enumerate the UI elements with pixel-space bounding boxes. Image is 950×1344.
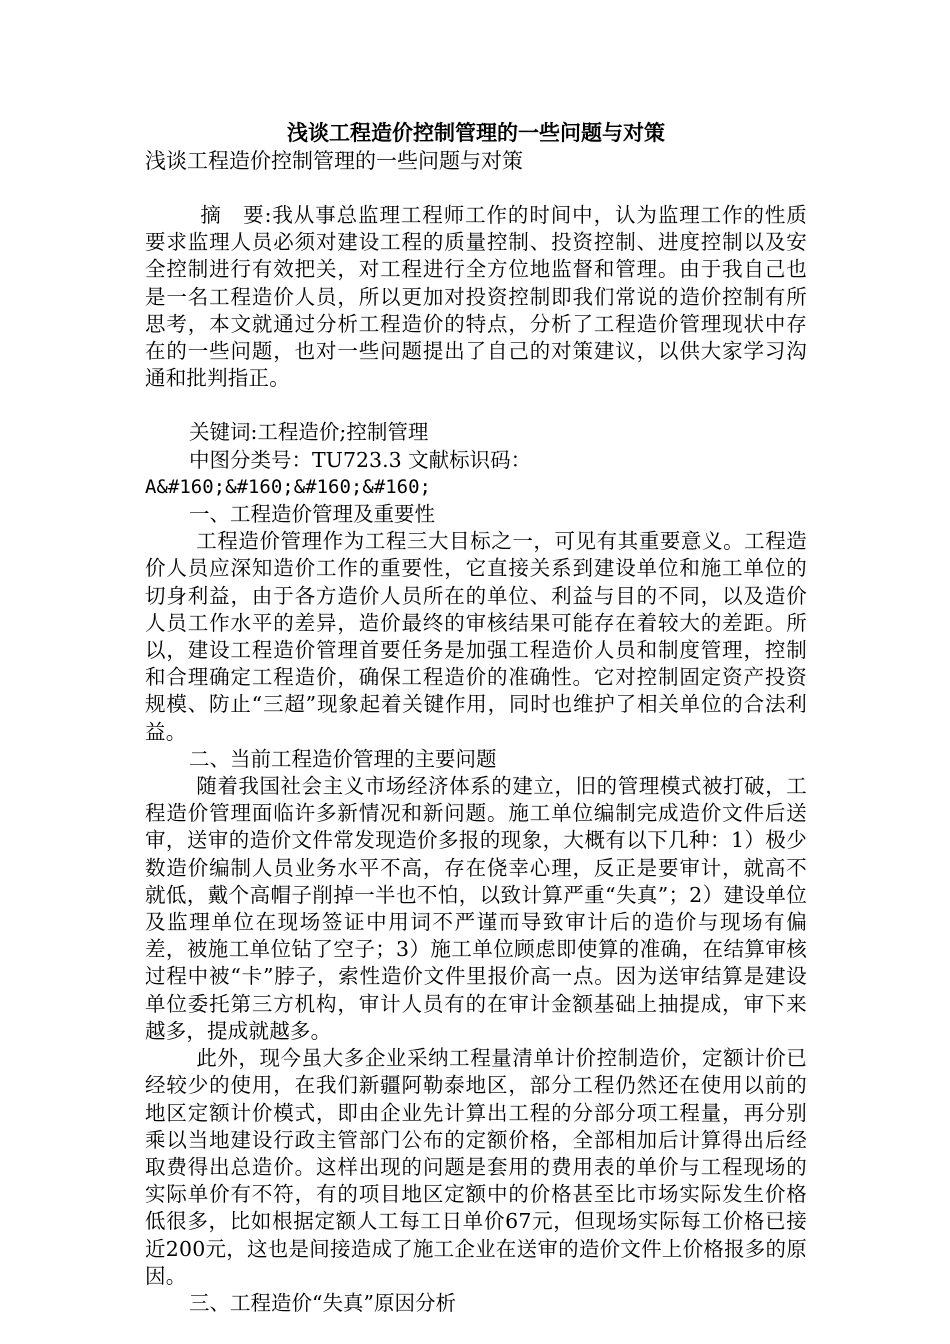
document-title: 浅谈工程造价控制管理的一些问题与对策 [287,120,665,145]
section-2-paragraph-2: 此外，现今虽大多企业采纳工程量清单计价控制造价，定额计价已经较少的使用，在我们新疆阿勒泰地区，部分工程仍然还在使用以前的地区定额计价模式，即由企业先计算出工程的分部分项工程量，再分别乘以当地建设行政主管部门公布的定额价格，全部相加后计算得出后经取费得出总造价。这样出现的问题是套用的费用表的单价与工程现场的实际单价有不符，有的项目地区定额中的价格甚至比市场实际发生价格低很多，比如根据定额人工每工日单价67元，但现场实际每工价格已接近200元，这也是间接造成了施工企业在送审的造价文件上价格报多的原因。 [145,1046,807,1288]
section-2-paragraph-1: 随着我国社会主义市场经济体系的建立，旧的管理模式被打破，工程造价管理面临许多新情况和新问题。施工单位编制完成造价文件后送审，送审的造价文件常发现造价多报的现象，大概有以下几种：1）极少数造价编制人员业务水平不高，存在侥幸心理，反正是要审计，就高不就低，戴个高帽子削掉一半也不怕，以致计算严重“失真”；2）建设单位及监理单位在现场签证中用词不严谨而导致审计后的造价与现场有偏差，被施工单位钻了空子；3）施工单位顾虑即使算的准确，在结算审核过程中被“卡”脖子，索性造价文件里报价高一点。因为送审结算是建设单位委托第三方机构，审计人员有的在审计金额基础上抽提成，审下来越多，提成就越多。 [145,774,807,1043]
section-heading-2: 二、当前工程造价管理的主要问题 [189,746,497,771]
abstract-paragraph: 摘 要:我从事总监理工程师工作的时间中，认为监理工作的性质要求监理人员必须对建设工程的质量控制、投资控制、进度控制以及安全控制进行有效把关，对工程进行全方位地监督和管理。由于我自己也是一名工程造价人员，所以更加对投资控制即我们常说的造价控制有所思考，本文就通过分析工程造价的特点，分析了工程造价管理现状中存在的一些问题，也对一些问题提出了自己的对策建议，以供大家学习沟通和批判指正。 [145,203,807,391]
section-heading-3: 三、工程造价“失真”原因分析 [189,1290,456,1315]
classification-line: 中图分类号：TU723.3 文献标识码： [189,447,532,472]
document-page [145,118,807,1317]
section-1-paragraph: 工程造价管理作为工程三大目标之一，可见有其重要意义。工程造价人员应深知造价工作的重要性，它直接关系到建设单位和施工单位的切身利益，由于各方造价人员所在的单位、利益与目的不同，以及造价人员工作水平的差异，造价最终的审核结果可能存在着较大的差距。所以，建设工程造价管理首要任务是加强工程造价人员和制度管理，控制和合理确定工程造价，确保工程造价的准确性。它对控制固定资产投资规模、防止“三超”现象起着关键作用，同时也维护了相关单位的合法利益。 [145,529,807,744]
keywords-line: 关键词:工程造价;控制管理 [189,420,429,445]
blank-line [145,392,807,419]
document-subtitle: 浅谈工程造价控制管理的一些问题与对策 [145,149,523,173]
blank-line [145,175,807,202]
document-code-line: A&#160;&#160;&#160;&#160; [145,475,431,498]
section-heading-1: 一、工程造价管理及重要性 [189,502,435,527]
